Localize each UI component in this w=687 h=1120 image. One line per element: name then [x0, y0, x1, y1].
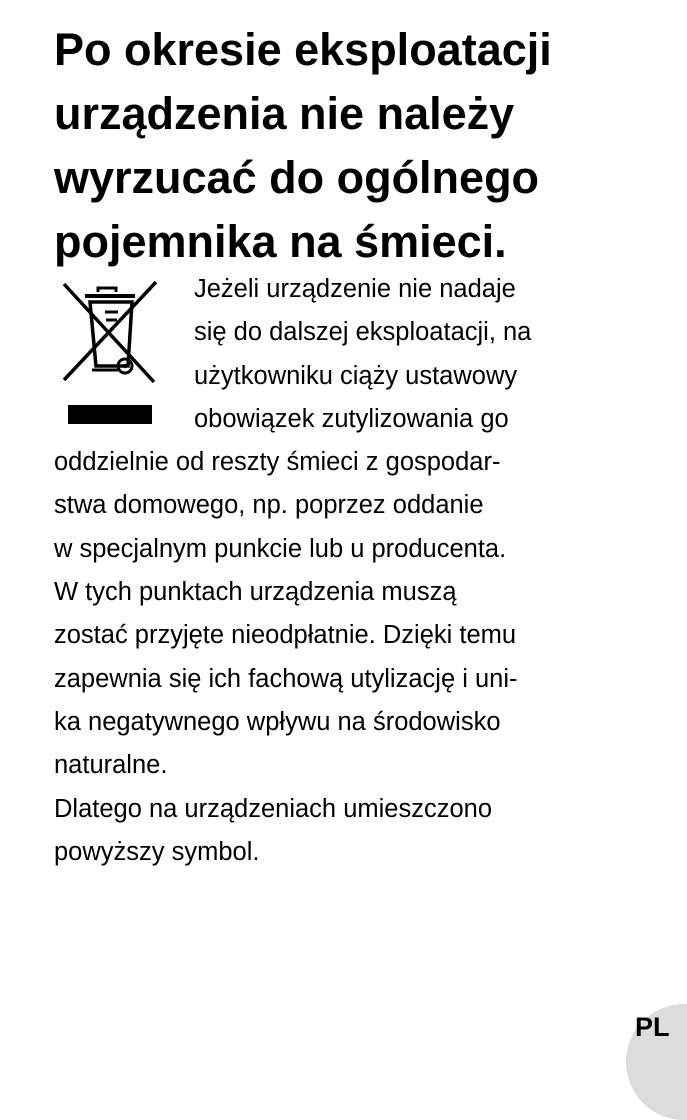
language-label: PL	[635, 1012, 670, 1042]
text-line: się do dalszej eksploatacji, na	[194, 318, 532, 347]
text-line: naturalne.	[54, 751, 168, 780]
text-line: w specjalnym punkcie lub u producenta.	[54, 534, 507, 563]
text-line: użytkowniku ciąży ustawowy	[194, 361, 518, 390]
text-line: oddzielnie od reszty śmieci z gospodar-	[54, 448, 501, 477]
title-line: wyrzucać do ogólnego	[54, 152, 540, 203]
title-line: urządzenia nie należy	[54, 88, 515, 139]
text-line: Dlatego na urządzeniach umieszczono	[54, 794, 493, 823]
text-line: stwa domowego, np. poprzez oddanie	[54, 491, 484, 520]
text-line: obowiązek zutylizowania go	[194, 404, 509, 433]
page-title	[54, 18, 674, 274]
text-line: powyższy symbol.	[54, 837, 260, 866]
title-line: Po okresie eksploatacji	[54, 24, 552, 75]
text-line: Jeżeli urządzenie nie nadaje	[194, 275, 516, 303]
text-line: zapewnia się ich fachową utylizację i uni-	[54, 664, 518, 693]
text-line: W tych punktach urządzenia muszą	[54, 578, 457, 607]
disposal-notice-text	[54, 268, 674, 874]
text-line: zostać przyjęte nieodpłatnie. Dzięki temu	[54, 621, 517, 650]
text-line: ka negatywnego wpływu na środowisko	[54, 707, 501, 736]
title-line: pojemnika na śmieci.	[54, 216, 507, 267]
